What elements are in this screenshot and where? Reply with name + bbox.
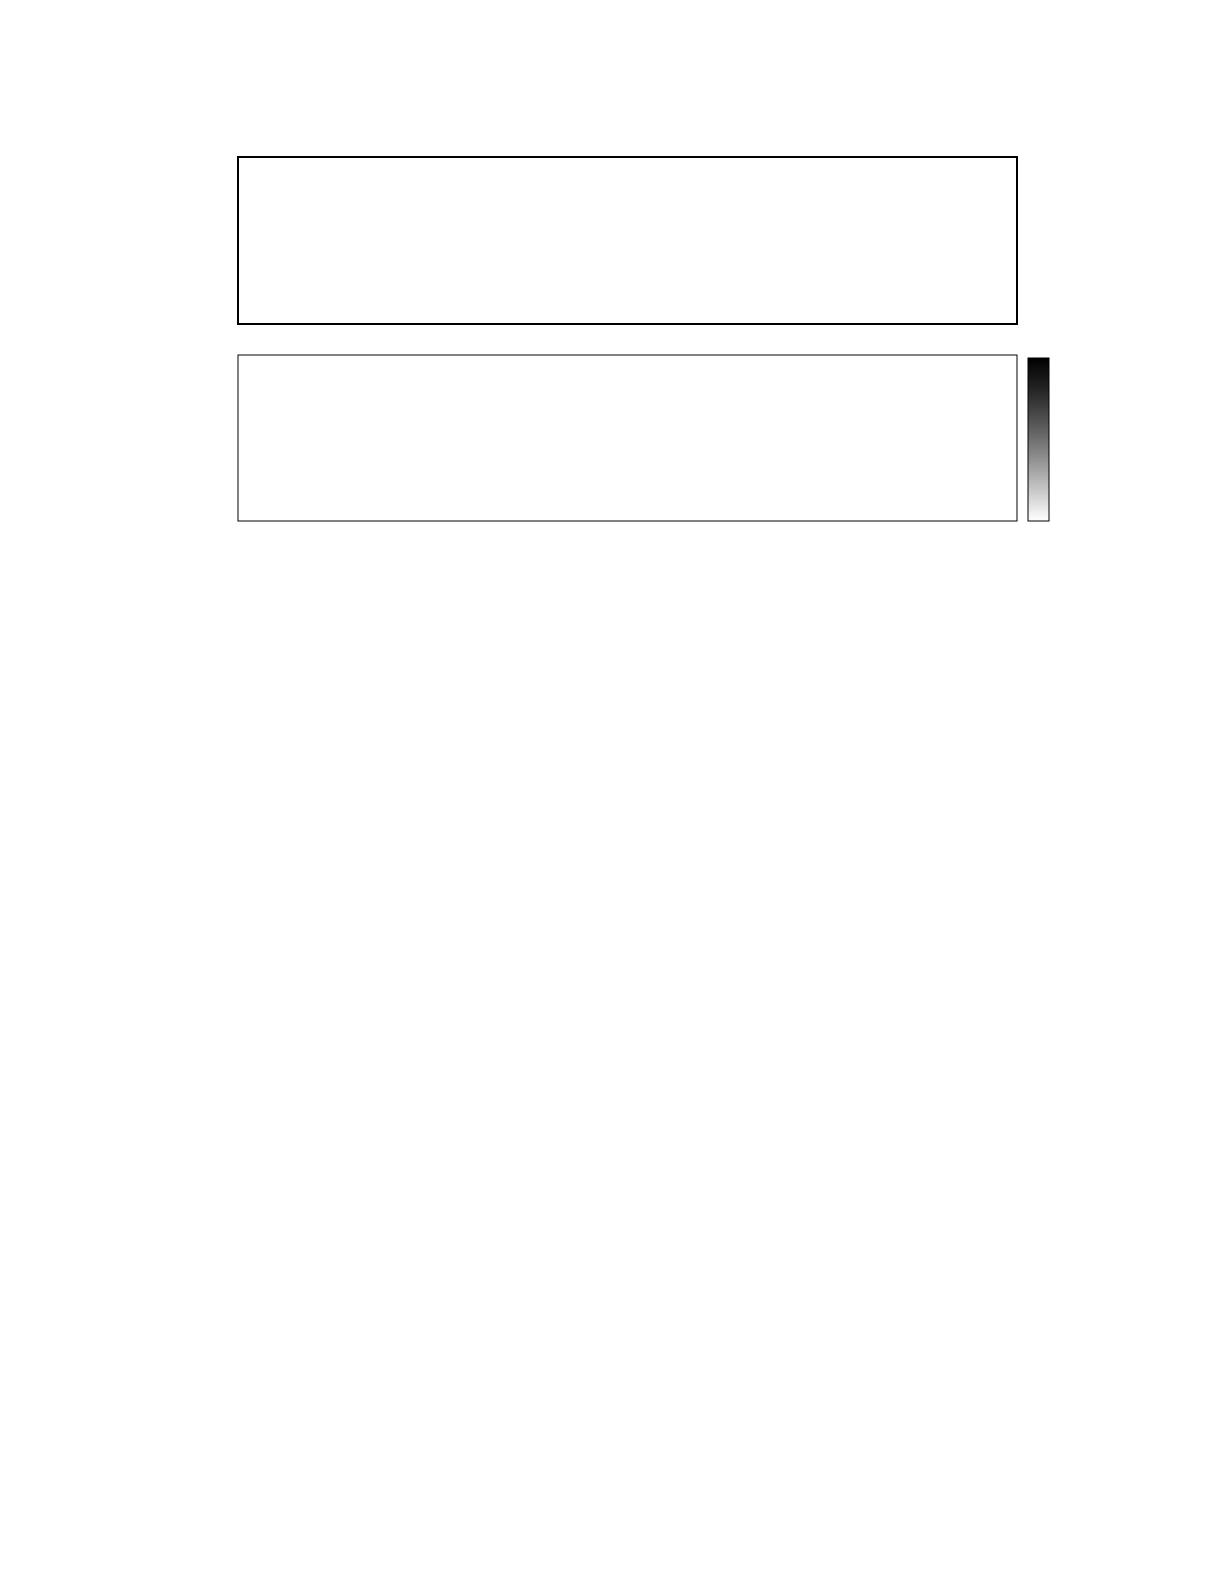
daily-return-panel: [238, 157, 1017, 324]
run-length-panel: [238, 355, 1049, 521]
colorbar: [1028, 358, 1049, 521]
plot-area: [238, 157, 1017, 324]
colorbar-gradient: [1028, 358, 1049, 521]
heatmap-area: [238, 355, 1017, 521]
